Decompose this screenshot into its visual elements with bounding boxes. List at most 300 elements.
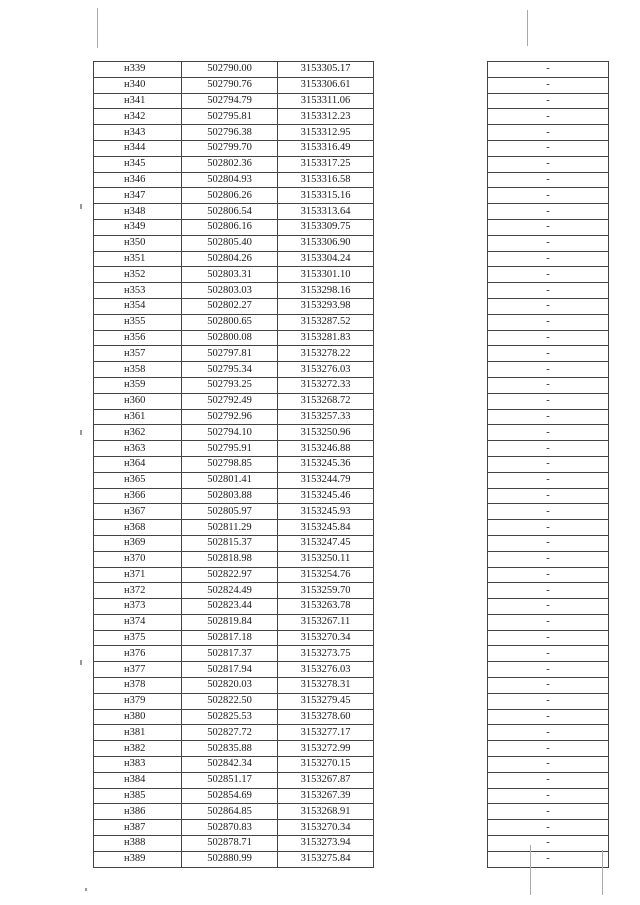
dash-cell: -	[488, 551, 609, 567]
point-id-cell: н359	[94, 377, 182, 393]
point-id-cell: н377	[94, 662, 182, 678]
scan-speck	[80, 430, 82, 435]
point-id-cell: н349	[94, 219, 182, 235]
dash-cell: -	[488, 330, 609, 346]
x-coordinate-cell: 502835.88	[182, 741, 278, 757]
x-coordinate-cell: 502803.03	[182, 283, 278, 299]
x-coordinate-cell: 502817.37	[182, 646, 278, 662]
empty-column-cell	[374, 614, 488, 630]
dash-cell: -	[488, 346, 609, 362]
point-id-cell: н369	[94, 535, 182, 551]
table-row	[94, 725, 609, 741]
dash-cell: -	[488, 77, 609, 93]
y-coordinate-cell: 3153246.88	[278, 441, 374, 457]
dash-cell: -	[488, 520, 609, 536]
point-id-cell: н343	[94, 125, 182, 141]
empty-column-cell	[374, 425, 488, 441]
x-coordinate-cell: 502822.50	[182, 693, 278, 709]
x-coordinate-cell: 502811.29	[182, 520, 278, 536]
table-row	[94, 488, 609, 504]
y-coordinate-cell: 3153281.83	[278, 330, 374, 346]
table-row	[94, 567, 609, 583]
dash-cell: -	[488, 140, 609, 156]
empty-column-cell	[374, 836, 488, 852]
dash-cell: -	[488, 678, 609, 694]
point-id-cell: н355	[94, 314, 182, 330]
table-row	[94, 456, 609, 472]
dash-cell: -	[488, 804, 609, 820]
empty-column-cell	[374, 346, 488, 362]
dash-cell: -	[488, 283, 609, 299]
x-coordinate-cell: 502827.72	[182, 725, 278, 741]
y-coordinate-cell: 3153244.79	[278, 472, 374, 488]
table-row	[94, 188, 609, 204]
table-row	[94, 283, 609, 299]
x-coordinate-cell: 502805.97	[182, 504, 278, 520]
x-coordinate-cell: 502870.83	[182, 820, 278, 836]
table-row	[94, 504, 609, 520]
y-coordinate-cell: 3153267.11	[278, 614, 374, 630]
x-coordinate-cell: 502794.79	[182, 93, 278, 109]
y-coordinate-cell: 3153316.58	[278, 172, 374, 188]
y-coordinate-cell: 3153270.34	[278, 630, 374, 646]
x-coordinate-cell: 502796.38	[182, 125, 278, 141]
y-coordinate-cell: 3153254.76	[278, 567, 374, 583]
empty-column-cell	[374, 393, 488, 409]
empty-column-cell	[374, 772, 488, 788]
x-coordinate-cell: 502799.70	[182, 140, 278, 156]
empty-column-cell	[374, 77, 488, 93]
y-coordinate-cell: 3153277.17	[278, 725, 374, 741]
point-id-cell: н340	[94, 77, 182, 93]
x-coordinate-cell: 502793.25	[182, 377, 278, 393]
point-id-cell: н384	[94, 772, 182, 788]
dash-cell: -	[488, 472, 609, 488]
dash-cell: -	[488, 362, 609, 378]
point-id-cell: н350	[94, 235, 182, 251]
y-coordinate-cell: 3153272.33	[278, 377, 374, 393]
table-row	[94, 362, 609, 378]
point-id-cell: н372	[94, 583, 182, 599]
y-coordinate-cell: 3153278.22	[278, 346, 374, 362]
dash-cell: -	[488, 62, 609, 78]
dash-cell: -	[488, 267, 609, 283]
dash-cell: -	[488, 788, 609, 804]
empty-column-cell	[374, 662, 488, 678]
y-coordinate-cell: 3153306.90	[278, 235, 374, 251]
x-coordinate-cell: 502801.41	[182, 472, 278, 488]
scan-mark	[97, 8, 98, 48]
empty-column-cell	[374, 488, 488, 504]
table-row	[94, 551, 609, 567]
empty-column-cell	[374, 188, 488, 204]
dash-cell: -	[488, 693, 609, 709]
point-id-cell: н374	[94, 614, 182, 630]
scan-mark	[527, 10, 528, 46]
dash-cell: -	[488, 772, 609, 788]
dash-cell: -	[488, 535, 609, 551]
x-coordinate-cell: 502819.84	[182, 614, 278, 630]
table-row	[94, 267, 609, 283]
x-coordinate-cell: 502792.96	[182, 409, 278, 425]
dash-cell: -	[488, 662, 609, 678]
x-coordinate-cell: 502820.03	[182, 678, 278, 694]
empty-column-cell	[374, 567, 488, 583]
table-row	[94, 851, 609, 867]
table-row	[94, 583, 609, 599]
dash-cell: -	[488, 393, 609, 409]
dash-cell: -	[488, 109, 609, 125]
table-row	[94, 93, 609, 109]
table-row	[94, 425, 609, 441]
x-coordinate-cell: 502825.53	[182, 709, 278, 725]
x-coordinate-cell: 502803.31	[182, 267, 278, 283]
point-id-cell: н386	[94, 804, 182, 820]
point-id-cell: н363	[94, 441, 182, 457]
empty-column-cell	[374, 678, 488, 694]
point-id-cell: н358	[94, 362, 182, 378]
dash-cell: -	[488, 741, 609, 757]
table-row	[94, 741, 609, 757]
dash-cell: -	[488, 614, 609, 630]
point-id-cell: н365	[94, 472, 182, 488]
y-coordinate-cell: 3153305.17	[278, 62, 374, 78]
empty-column-cell	[374, 140, 488, 156]
empty-column-cell	[374, 788, 488, 804]
point-id-cell: н387	[94, 820, 182, 836]
point-id-cell: н339	[94, 62, 182, 78]
dash-cell: -	[488, 235, 609, 251]
y-coordinate-cell: 3153304.24	[278, 251, 374, 267]
y-coordinate-cell: 3153257.33	[278, 409, 374, 425]
x-coordinate-cell: 502864.85	[182, 804, 278, 820]
empty-column-cell	[374, 362, 488, 378]
point-id-cell: н362	[94, 425, 182, 441]
table-row	[94, 330, 609, 346]
empty-column-cell	[374, 172, 488, 188]
y-coordinate-cell: 3153316.49	[278, 140, 374, 156]
table-row	[94, 172, 609, 188]
dash-cell: -	[488, 409, 609, 425]
x-coordinate-cell: 502794.10	[182, 425, 278, 441]
empty-column-cell	[374, 757, 488, 773]
point-id-cell: н352	[94, 267, 182, 283]
y-coordinate-cell: 3153306.61	[278, 77, 374, 93]
table-row	[94, 646, 609, 662]
y-coordinate-cell: 3153245.84	[278, 520, 374, 536]
empty-column-cell	[374, 535, 488, 551]
dash-cell: -	[488, 504, 609, 520]
x-coordinate-cell: 502805.40	[182, 235, 278, 251]
y-coordinate-cell: 3153273.94	[278, 836, 374, 852]
y-coordinate-cell: 3153263.78	[278, 599, 374, 615]
point-id-cell: н360	[94, 393, 182, 409]
coordinates-table	[93, 61, 609, 868]
point-id-cell: н376	[94, 646, 182, 662]
point-id-cell: н348	[94, 204, 182, 220]
table-row	[94, 125, 609, 141]
dash-cell: -	[488, 425, 609, 441]
dash-cell: -	[488, 630, 609, 646]
dash-cell: -	[488, 298, 609, 314]
y-coordinate-cell: 3153267.87	[278, 772, 374, 788]
y-coordinate-cell: 3153276.03	[278, 362, 374, 378]
table-row	[94, 599, 609, 615]
table-row	[94, 377, 609, 393]
y-coordinate-cell: 3153259.70	[278, 583, 374, 599]
point-id-cell: н382	[94, 741, 182, 757]
dash-cell: -	[488, 836, 609, 852]
y-coordinate-cell: 3153270.15	[278, 757, 374, 773]
dash-cell: -	[488, 441, 609, 457]
x-coordinate-cell: 502795.91	[182, 441, 278, 457]
dash-cell: -	[488, 204, 609, 220]
empty-column-cell	[374, 377, 488, 393]
point-id-cell: н347	[94, 188, 182, 204]
table-row	[94, 140, 609, 156]
dash-cell: -	[488, 377, 609, 393]
point-id-cell: н342	[94, 109, 182, 125]
empty-column-cell	[374, 646, 488, 662]
empty-column-cell	[374, 741, 488, 757]
x-coordinate-cell: 502806.26	[182, 188, 278, 204]
dash-cell: -	[488, 251, 609, 267]
x-coordinate-cell: 502802.27	[182, 298, 278, 314]
empty-column-cell	[374, 62, 488, 78]
point-id-cell: н378	[94, 678, 182, 694]
dash-cell: -	[488, 709, 609, 725]
empty-column-cell	[374, 125, 488, 141]
y-coordinate-cell: 3153267.39	[278, 788, 374, 804]
point-id-cell: н353	[94, 283, 182, 299]
y-coordinate-cell: 3153278.31	[278, 678, 374, 694]
y-coordinate-cell: 3153276.03	[278, 662, 374, 678]
y-coordinate-cell: 3153279.45	[278, 693, 374, 709]
y-coordinate-cell: 3153313.64	[278, 204, 374, 220]
point-id-cell: н351	[94, 251, 182, 267]
x-coordinate-cell: 502797.81	[182, 346, 278, 362]
coordinates-table-body	[94, 62, 609, 868]
x-coordinate-cell: 502818.98	[182, 551, 278, 567]
x-coordinate-cell: 502800.08	[182, 330, 278, 346]
y-coordinate-cell: 3153309.75	[278, 219, 374, 235]
y-coordinate-cell: 3153311.06	[278, 93, 374, 109]
dash-cell: -	[488, 219, 609, 235]
empty-column-cell	[374, 330, 488, 346]
x-coordinate-cell: 502792.49	[182, 393, 278, 409]
empty-column-cell	[374, 251, 488, 267]
empty-column-cell	[374, 693, 488, 709]
empty-column-cell	[374, 283, 488, 299]
dash-cell: -	[488, 599, 609, 615]
x-coordinate-cell: 502822.97	[182, 567, 278, 583]
point-id-cell: н385	[94, 788, 182, 804]
table-row	[94, 204, 609, 220]
y-coordinate-cell: 3153247.45	[278, 535, 374, 551]
point-id-cell: н383	[94, 757, 182, 773]
x-coordinate-cell: 502806.54	[182, 204, 278, 220]
empty-column-cell	[374, 109, 488, 125]
scan-speck	[85, 888, 87, 891]
point-id-cell: н345	[94, 156, 182, 172]
table-row	[94, 109, 609, 125]
point-id-cell: н357	[94, 346, 182, 362]
y-coordinate-cell: 3153272.99	[278, 741, 374, 757]
table-row	[94, 630, 609, 646]
x-coordinate-cell: 502806.16	[182, 219, 278, 235]
y-coordinate-cell: 3153268.91	[278, 804, 374, 820]
y-coordinate-cell: 3153250.96	[278, 425, 374, 441]
y-coordinate-cell: 3153275.84	[278, 851, 374, 867]
point-id-cell: н367	[94, 504, 182, 520]
empty-column-cell	[374, 314, 488, 330]
table-row	[94, 298, 609, 314]
table-row	[94, 535, 609, 551]
dash-cell: -	[488, 567, 609, 583]
empty-column-cell	[374, 599, 488, 615]
x-coordinate-cell: 502817.94	[182, 662, 278, 678]
empty-column-cell	[374, 583, 488, 599]
table-row	[94, 409, 609, 425]
point-id-cell: н389	[94, 851, 182, 867]
table-row	[94, 693, 609, 709]
y-coordinate-cell: 3153273.75	[278, 646, 374, 662]
table-row	[94, 804, 609, 820]
empty-column-cell	[374, 520, 488, 536]
point-id-cell: н361	[94, 409, 182, 425]
table-row	[94, 393, 609, 409]
x-coordinate-cell: 502803.88	[182, 488, 278, 504]
point-id-cell: н346	[94, 172, 182, 188]
table-row	[94, 662, 609, 678]
table-row	[94, 820, 609, 836]
empty-column-cell	[374, 725, 488, 741]
y-coordinate-cell: 3153250.11	[278, 551, 374, 567]
empty-column-cell	[374, 709, 488, 725]
empty-column-cell	[374, 298, 488, 314]
empty-column-cell	[374, 156, 488, 172]
table-row	[94, 235, 609, 251]
point-id-cell: н356	[94, 330, 182, 346]
table-row	[94, 346, 609, 362]
point-id-cell: н380	[94, 709, 182, 725]
point-id-cell: н371	[94, 567, 182, 583]
x-coordinate-cell: 502815.37	[182, 535, 278, 551]
y-coordinate-cell: 3153278.60	[278, 709, 374, 725]
scan-mark	[602, 850, 603, 895]
y-coordinate-cell: 3153315.16	[278, 188, 374, 204]
table-row	[94, 772, 609, 788]
dash-cell: -	[488, 583, 609, 599]
table-row	[94, 472, 609, 488]
table-row	[94, 156, 609, 172]
table-row	[94, 77, 609, 93]
table-row	[94, 757, 609, 773]
empty-column-cell	[374, 551, 488, 567]
x-coordinate-cell: 502795.81	[182, 109, 278, 125]
point-id-cell: н381	[94, 725, 182, 741]
empty-column-cell	[374, 851, 488, 867]
x-coordinate-cell: 502823.44	[182, 599, 278, 615]
y-coordinate-cell: 3153245.36	[278, 456, 374, 472]
x-coordinate-cell: 502798.85	[182, 456, 278, 472]
x-coordinate-cell: 502800.65	[182, 314, 278, 330]
scan-mark	[530, 845, 531, 895]
table-row	[94, 520, 609, 536]
empty-column-cell	[374, 820, 488, 836]
x-coordinate-cell: 502790.00	[182, 62, 278, 78]
x-coordinate-cell: 502854.69	[182, 788, 278, 804]
dash-cell: -	[488, 851, 609, 867]
y-coordinate-cell: 3153270.34	[278, 820, 374, 836]
point-id-cell: н370	[94, 551, 182, 567]
dash-cell: -	[488, 757, 609, 773]
point-id-cell: н364	[94, 456, 182, 472]
y-coordinate-cell: 3153245.93	[278, 504, 374, 520]
empty-column-cell	[374, 204, 488, 220]
dash-cell: -	[488, 820, 609, 836]
table-row	[94, 251, 609, 267]
y-coordinate-cell: 3153245.46	[278, 488, 374, 504]
table-row	[94, 441, 609, 457]
x-coordinate-cell: 502804.93	[182, 172, 278, 188]
table-row	[94, 62, 609, 78]
scan-speck	[80, 660, 82, 665]
empty-column-cell	[374, 441, 488, 457]
x-coordinate-cell: 502880.99	[182, 851, 278, 867]
dash-cell: -	[488, 646, 609, 662]
y-coordinate-cell: 3153298.16	[278, 283, 374, 299]
empty-column-cell	[374, 267, 488, 283]
dash-cell: -	[488, 314, 609, 330]
dash-cell: -	[488, 725, 609, 741]
y-coordinate-cell: 3153317.25	[278, 156, 374, 172]
scan-speck	[80, 204, 82, 209]
dash-cell: -	[488, 172, 609, 188]
point-id-cell: н388	[94, 836, 182, 852]
empty-column-cell	[374, 235, 488, 251]
empty-column-cell	[374, 504, 488, 520]
empty-column-cell	[374, 456, 488, 472]
point-id-cell: н375	[94, 630, 182, 646]
point-id-cell: н341	[94, 93, 182, 109]
table-row	[94, 678, 609, 694]
point-id-cell: н354	[94, 298, 182, 314]
point-id-cell: н344	[94, 140, 182, 156]
dash-cell: -	[488, 188, 609, 204]
empty-column-cell	[374, 93, 488, 109]
x-coordinate-cell: 502817.18	[182, 630, 278, 646]
x-coordinate-cell: 502824.49	[182, 583, 278, 599]
y-coordinate-cell: 3153287.52	[278, 314, 374, 330]
x-coordinate-cell: 502878.71	[182, 836, 278, 852]
point-id-cell: н368	[94, 520, 182, 536]
point-id-cell: н379	[94, 693, 182, 709]
dash-cell: -	[488, 156, 609, 172]
x-coordinate-cell: 502802.36	[182, 156, 278, 172]
x-coordinate-cell: 502795.34	[182, 362, 278, 378]
table-row	[94, 219, 609, 235]
empty-column-cell	[374, 804, 488, 820]
x-coordinate-cell: 502790.76	[182, 77, 278, 93]
x-coordinate-cell: 502804.26	[182, 251, 278, 267]
empty-column-cell	[374, 219, 488, 235]
empty-column-cell	[374, 630, 488, 646]
table-row	[94, 614, 609, 630]
point-id-cell: н366	[94, 488, 182, 504]
y-coordinate-cell: 3153268.72	[278, 393, 374, 409]
point-id-cell: н373	[94, 599, 182, 615]
